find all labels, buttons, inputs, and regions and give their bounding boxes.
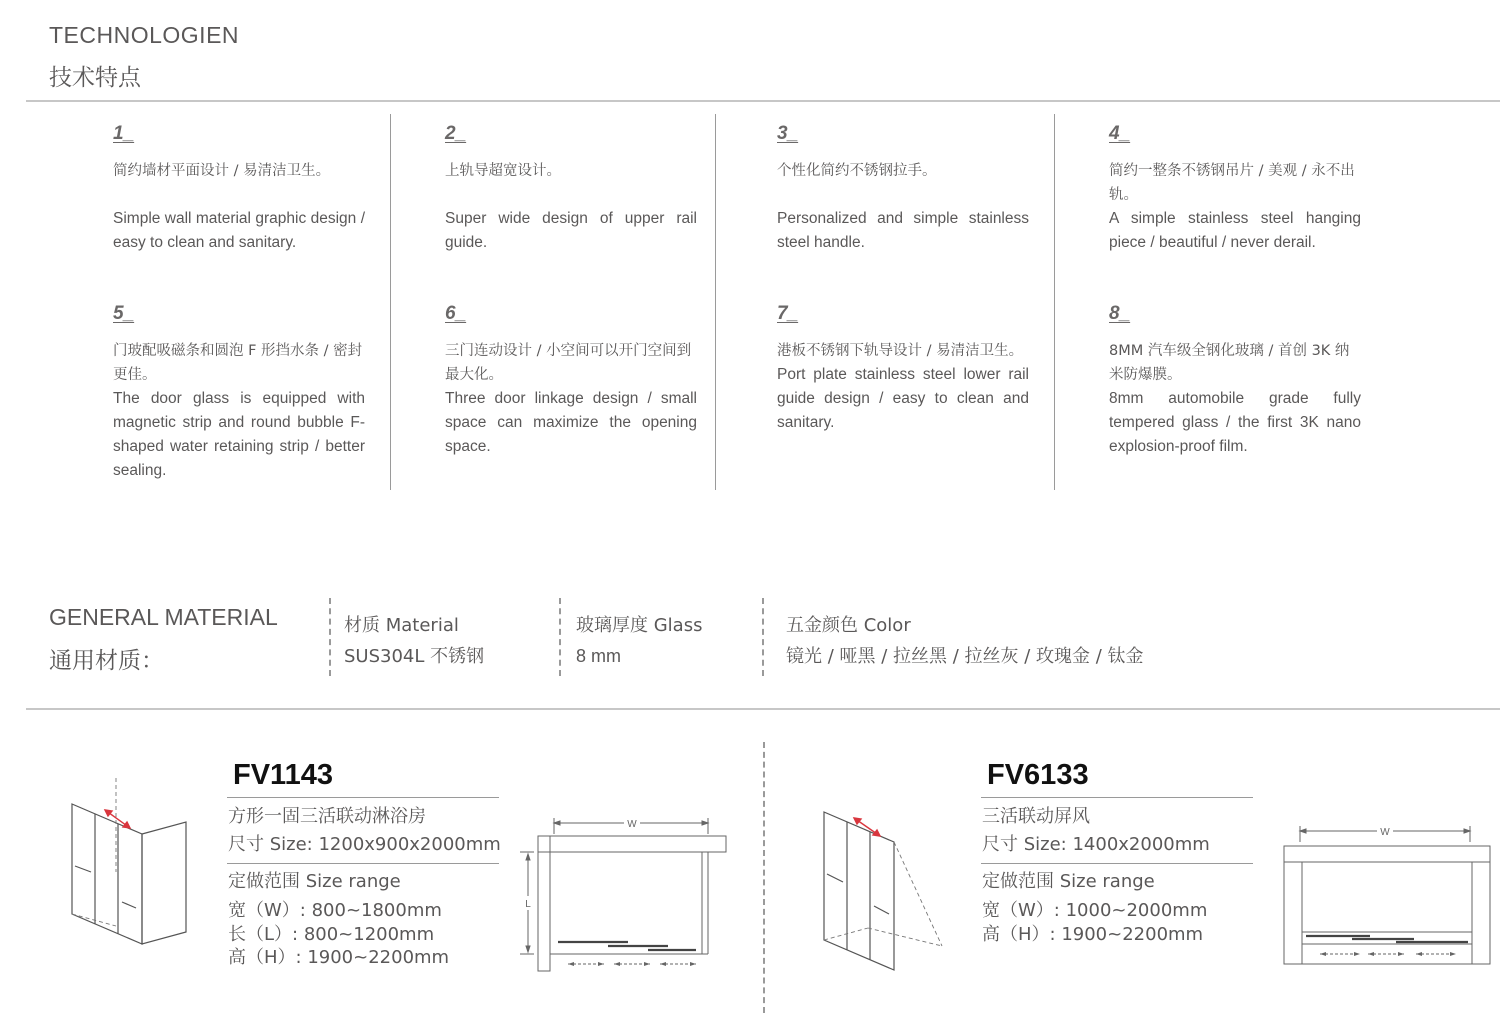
- feature-text-en: A simple stainless steel hanging piece / beautiful / never derail.: [1109, 210, 1361, 251]
- feature-item-4: [1109, 122, 1361, 255]
- fv6133-size: 尺寸 Size: 1400x2000mm: [982, 834, 1210, 855]
- fv6133-isometric-drawing: [812, 806, 952, 976]
- feature-number: 6_: [445, 303, 467, 324]
- feature-item-7: [777, 302, 1029, 435]
- color-spec: [786, 610, 1144, 672]
- fv1143-range-title: 定做范围 Size range: [228, 871, 401, 892]
- feature-number: 5_: [113, 303, 135, 324]
- header-divider: [26, 100, 1500, 102]
- column-divider: [390, 114, 391, 490]
- product-divider: [763, 742, 765, 1013]
- fv1143-range: [228, 868, 449, 970]
- fv1143-range-h: 高（H）: 1900~2200mm: [228, 947, 450, 968]
- feature-text-zh: 三门连动设计 / 小空间可以开门空间到最大化。: [445, 343, 692, 383]
- feature-number: 3_: [777, 123, 799, 144]
- fv1143-size: 尺寸 Size: 1200x900x2000mm: [228, 834, 501, 855]
- fv1143-summary: [228, 803, 501, 859]
- glass-spec: [576, 610, 702, 672]
- feature-item-8: [1109, 302, 1361, 459]
- feature-text-zh: 简约墙材平面设计 / 易清洁卫生。: [113, 163, 331, 179]
- glass-value: 8 mm: [576, 646, 621, 666]
- feature-item-3: [777, 122, 1029, 255]
- glass-divider: [559, 598, 561, 676]
- feature-item-6: [445, 302, 697, 459]
- material-divider: [329, 598, 331, 676]
- feature-text-en: Super wide design of upper rail guide.: [445, 210, 697, 251]
- fv1143-name: 方形一固三活联动淋浴房: [228, 806, 426, 827]
- glass-label: 玻璃厚度 Glass: [576, 615, 703, 636]
- fv1143-dim-l: L: [525, 899, 531, 910]
- fv1143-dim-w: W: [627, 819, 637, 830]
- fv1143-divider-top: [227, 797, 499, 798]
- feature-text-en: Personalized and simple stainless steel handle.: [777, 210, 1029, 251]
- feature-item-5: [113, 302, 365, 483]
- color-label: 五金颜色 Color: [786, 615, 911, 636]
- general-material-title-zh: 通用材质：: [49, 648, 164, 674]
- feature-text-zh: 简约一整条不锈钢吊片 / 美观 / 永不出轨。: [1109, 163, 1355, 203]
- feature-number: 7_: [777, 303, 799, 324]
- fv6133-divider-mid: [981, 863, 1253, 864]
- color-divider: [762, 598, 764, 676]
- fv6133-divider-top: [981, 797, 1253, 798]
- material-label: 材质 Material: [344, 615, 459, 636]
- feature-text-en: Three door linkage design / small space can maximize the opening space.: [445, 390, 697, 455]
- feature-item-2: [445, 122, 697, 255]
- column-divider: [715, 114, 716, 490]
- fv1143-range-l: 长（L）: 800~1200mm: [228, 923, 435, 945]
- fv6133-range-title: 定做范围 Size range: [982, 871, 1155, 892]
- feature-number: 4_: [1109, 123, 1131, 144]
- fv6133-range: [982, 868, 1207, 946]
- feature-text-zh: 港板不锈钢下轨导设计 / 易清洁卫生。: [777, 343, 1024, 359]
- color-value: 镜光 / 哑黑 / 拉丝黑 / 拉丝灰 / 玫瑰金 / 钛金: [786, 646, 1144, 667]
- material-section-divider: [26, 708, 1500, 710]
- feature-text-zh: 门玻配吸磁条和圆泡 F 形挡水条 / 密封更佳。: [113, 343, 363, 383]
- feature-number: 2_: [445, 123, 467, 144]
- technologies-title-zh: 技术特点: [49, 65, 141, 91]
- feature-item-1: [113, 122, 365, 255]
- feature-text-zh: 上轨导超宽设计。: [445, 163, 561, 179]
- fv6133-summary: [982, 803, 1210, 859]
- fv6133-model: FV6133: [987, 759, 1089, 791]
- fv6133-name: 三活联动屏风: [982, 806, 1090, 827]
- feature-number: 1_: [113, 123, 135, 144]
- feature-number: 8_: [1109, 303, 1131, 324]
- column-divider: [1054, 114, 1055, 490]
- fv1143-isometric-drawing: [60, 776, 195, 951]
- fv6133-range-w: 宽（W）: 1000~2000mm: [982, 900, 1208, 921]
- feature-text-en: The door glass is equipped with magnetic strip and round bubble F-shaped water retaining strip / better sealing.: [113, 390, 365, 479]
- fv6133-dim-w: W: [1380, 827, 1390, 838]
- feature-text-en: Simple wall material graphic design / easy to clean and sanitary.: [113, 210, 365, 251]
- general-material-title-en: GENERAL MATERIAL: [49, 604, 278, 630]
- fv1143-model: FV1143: [233, 759, 333, 791]
- feature-text-en: Port plate stainless steel lower rail guide design / easy to clean and sanitary.: [777, 366, 1029, 431]
- feature-text-en: 8mm automobile grade fully tempered glass / the first 3K nano explosion-proof film.: [1109, 390, 1361, 455]
- material-spec: [344, 610, 484, 672]
- material-value: SUS304L 不锈钢: [344, 646, 485, 667]
- feature-text-zh: 个性化简约不锈钢拉手。: [777, 163, 937, 179]
- technologies-title-en: TECHNOLOGIEN: [49, 22, 240, 48]
- fv6133-plan-drawing: [1280, 822, 1500, 972]
- fv1143-divider-mid: [227, 863, 499, 864]
- fv6133-range-h: 高（H）: 1900~2200mm: [982, 923, 1204, 945]
- fv1143-plan-drawing: [518, 814, 730, 974]
- fv1143-range-w: 宽（W）: 800~1800mm: [228, 900, 442, 921]
- feature-text-zh: 8MM 汽车级全钢化玻璃 / 首创 3K 纳米防爆膜。: [1109, 343, 1350, 383]
